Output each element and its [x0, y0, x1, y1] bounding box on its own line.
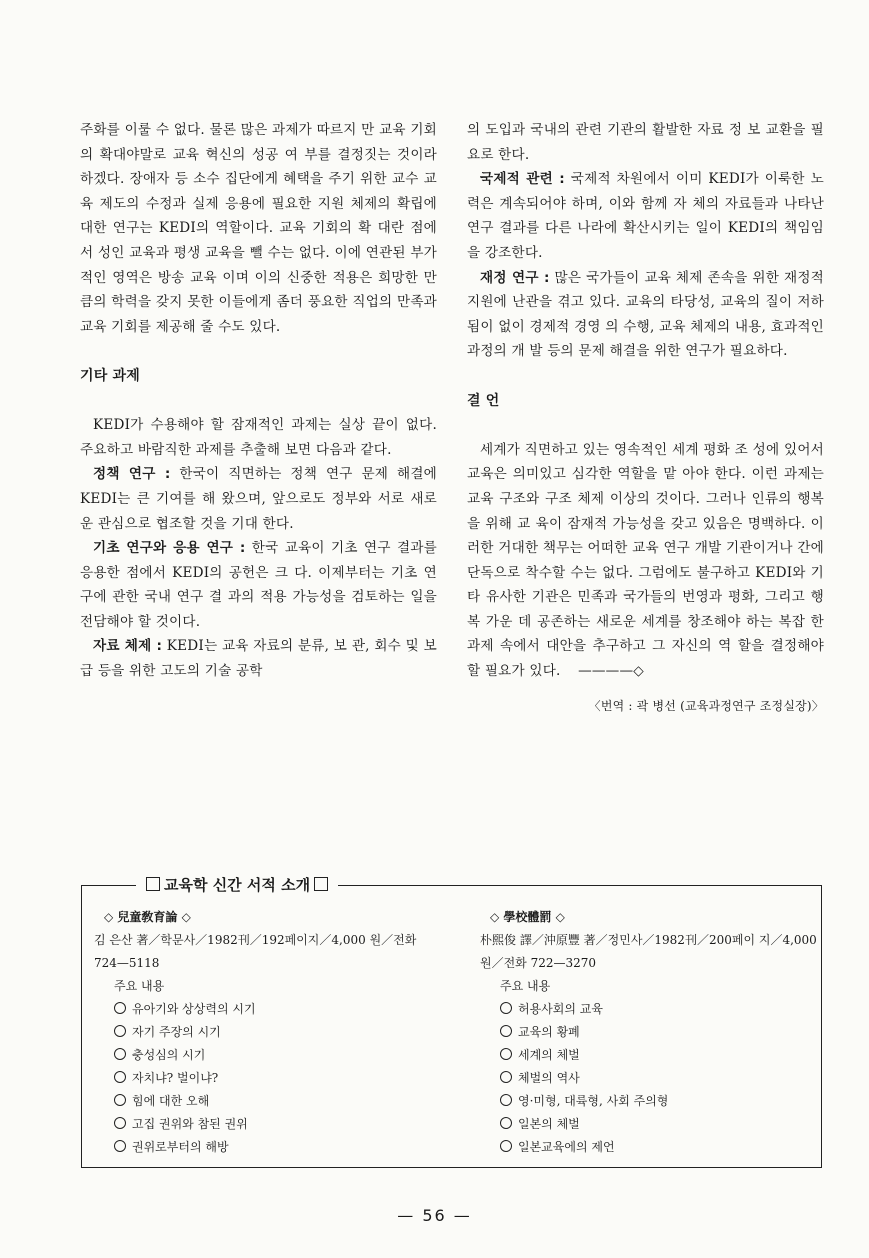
list-item: 일본교육에의 제언 [500, 1136, 820, 1159]
book-info: 朴熙俊 譯／沖原豐 著／정민사／1982刊／200페이 지／4,000원／전화 722—3270 [480, 933, 817, 970]
paragraph-text: 국제적 차원에서 이미 KEDI가 이룩한 노력은 계속되어야 하며, 이와 함께 자 체의 자료들과 나타난 연구 결과를 다른 나라에 확산시키는 일이 KEDI의 책임임을 강조한다. [467, 171, 824, 261]
keyword: 기초 연구와 응용 연구 : [93, 540, 246, 557]
box-title-text: 교육학 신간 서적 소개 [164, 876, 311, 894]
spacer [80, 389, 437, 414]
square-icon [146, 877, 160, 891]
section-heading: 결 언 [467, 392, 500, 409]
new-books-box [81, 876, 822, 1168]
circle-bullet-icon [500, 1002, 512, 1014]
keyword: 자료 체제 : [93, 638, 163, 655]
circle-bullet-icon [114, 1117, 126, 1129]
keyword: 재정 연구 : [480, 269, 550, 286]
spacer [80, 339, 437, 364]
translator-credit: 〈번역 : 곽 병선 (교육과정연구 조정실장)〉 [588, 698, 824, 713]
circle-bullet-icon [114, 1094, 126, 1106]
book-entry [480, 906, 820, 1159]
contents-label: 주요 내용 [114, 979, 165, 993]
circle-bullet-icon [500, 1025, 512, 1037]
right-column [467, 118, 824, 718]
paragraph-text: 많은 국가들이 교육 체제 존속을 위한 재정적 지원에 난관을 겪고 있다. 교육의 타당성, 교육의 질이 저하됨이 없이 경제적 경영 의 수행, 교육 체제의 내용, 효과적인 과정의 개 발 등의 문제 해결을 위한 연구가 필요하다. [467, 269, 824, 360]
box-title [136, 874, 338, 896]
list-item: 유아기와 상상력의 시기 [114, 998, 434, 1021]
circle-bullet-icon [500, 1140, 512, 1152]
contents-list [94, 998, 434, 1159]
book-title: ◇ 學校體罰 ◇ [490, 910, 565, 924]
paragraph [467, 266, 824, 364]
paragraph [467, 167, 824, 265]
list-item: 허용사회의 교육 [500, 998, 820, 1021]
book-entry [94, 906, 434, 1159]
circle-bullet-icon [114, 1002, 126, 1014]
list-item: 체벌의 역사 [500, 1067, 820, 1090]
keyword: 국제적 관련 : [480, 171, 565, 188]
spacer [467, 413, 824, 438]
paragraph: 의 도입과 국내의 관련 기관의 활발한 자료 정 보 교환을 필요로 한다. [467, 122, 824, 163]
circle-bullet-icon [500, 1048, 512, 1060]
circle-bullet-icon [500, 1117, 512, 1129]
list-item: 자치냐? 벌이냐? [114, 1067, 434, 1090]
list-item: 일본의 체벌 [500, 1113, 820, 1136]
list-item: 세계의 체벌 [500, 1044, 820, 1067]
list-item: 충성심의 시기 [114, 1044, 434, 1067]
circle-bullet-icon [500, 1094, 512, 1106]
circle-bullet-icon [114, 1025, 126, 1037]
circle-bullet-icon [114, 1071, 126, 1083]
paragraph-text: 한국이 직면하는 정책 연구 문제 해결에 KEDI는 큰 기여를 해 왔으며, 앞으로도 정부와 서로 새로운 관심으로 협조할 것을 기대 한다. [80, 466, 437, 532]
contents-list [480, 998, 820, 1159]
paragraph-text: KEDI는 교육 자료의 분류, 보 관, 회수 및 보급 등을 위한 고도의 기술 공학 [80, 638, 438, 680]
list-item: 권위로부터의 해방 [114, 1136, 434, 1159]
list-item: 자기 주장의 시기 [114, 1021, 434, 1044]
circle-bullet-icon [500, 1071, 512, 1083]
circle-bullet-icon [114, 1140, 126, 1152]
book-info: 김 은산 著／학문사／1982刊／192페이지／4,000 원／전화 724—5118 [94, 933, 417, 970]
paragraph [467, 438, 824, 684]
spacer [467, 364, 824, 389]
list-item: 힘에 대한 오해 [114, 1090, 434, 1113]
left-column [80, 118, 437, 684]
list-item: 고집 권위와 참된 권위 [114, 1113, 434, 1136]
paragraph-text: 세계가 직면하고 있는 영속적인 세계 평화 조 성에 있어서 교육은 의미있고 심각한 역할을 맡 아야 한다. 이런 과제는 교육 구조와 구조 체제 이상의 것이다. 그러나 인류의 행복을 위해 교 육이 잠재적 가능성을 갖고 있음은 명백하다. 이러한 거대한 책무는 어떠한 교육 연구 개발 기관이거나 간에 단독으로 착수할 수는 없다. 그럼에도 불구하고 KEDI와 기타 유사한 기관은 민족과 국가들의 번영과 평화, 그리고 행복 가운 데 공존하는 새로운 세계를 창조해야 하는 복잡 한 과제 속에서 대안을 추구하고 그 자신의 역 할을 결정해야 할 필요가 있다. [467, 441, 824, 680]
list-item: 교육의 황폐 [500, 1021, 820, 1044]
paragraph [80, 634, 437, 683]
paragraph [80, 536, 437, 634]
paragraph-text: 한국 교육이 기초 연구 결과를 응용한 점에서 KEDI의 공헌은 크 다. 이제부터는 기초 연구에 관한 국내 연구 결 과의 적용 가능성을 검토하는 일을 전담해야 할 것이다. [80, 540, 437, 630]
list-item: 영·미형, 대륙형, 사회 주의형 [500, 1090, 820, 1113]
page-number: — 56 — [397, 1206, 472, 1225]
book-title: ◇ 兒童敎育論 ◇ [104, 910, 191, 924]
paragraph: 주화를 이룰 수 없다. 물론 많은 과제가 따르지 만 교육 기회의 확대야말로 교육 혁신의 성공 여 부를 결정짓는 것이라 하겠다. 장애자 등 소수 집단에게 혜택을 주기 위한 교수 교육 제도의 수정과 실제 응용에 필요한 지원 체제의 확립에 대한 연구는 KEDI의 역할이다. 교육 기회의 확 대란 점에서 성인 교육과 평생 교육을 뺄 수는 없다. 이에 연관된 부가적인 영역은 방송 교육 이며 이의 신중한 적용은 희망한 만큼의 학력을 갖지 못한 이들에게 좀더 풍요한 직업의 만족과 교육 기회를 제공해 줄 수도 있다. [80, 122, 437, 335]
keyword: 정책 연구 : [93, 466, 171, 483]
section-heading: 기타 과제 [80, 367, 140, 384]
paragraph [80, 462, 437, 536]
paragraph: KEDI가 수용해야 할 잠재적인 과제는 실상 끝이 없다. 주요하고 바람직한 과제를 추출해 보면 다음과 같다. [80, 417, 437, 458]
circle-bullet-icon [114, 1048, 126, 1060]
square-icon [314, 877, 328, 891]
end-mark: ————◇ [578, 663, 644, 680]
contents-label: 주요 내용 [500, 979, 551, 993]
